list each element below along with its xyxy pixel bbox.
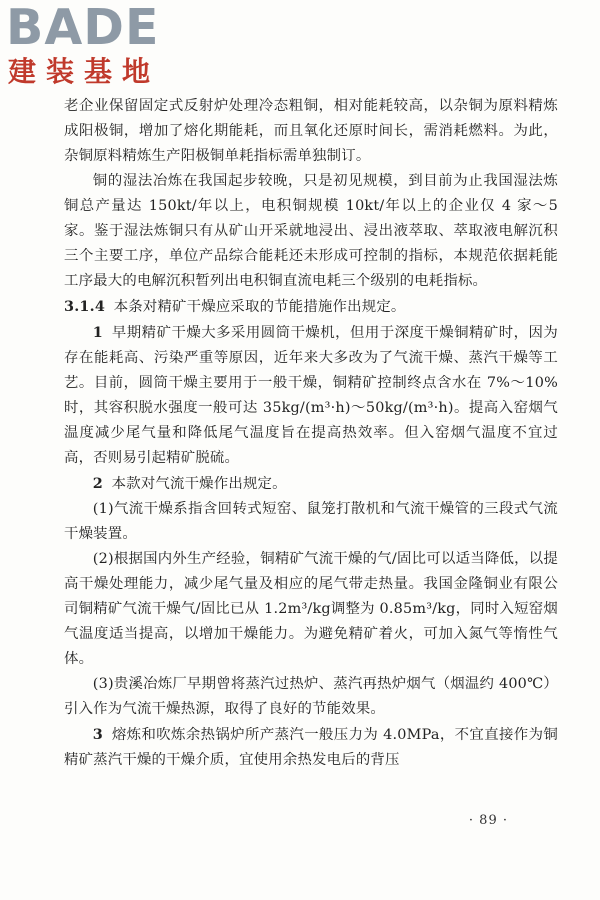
subitem-3: (3)贵溪冶炼厂早期曾将蒸汽过热炉、蒸汽再热炉烟气（烟温约 400℃）引入作为气流干燥热源，取得了良好的节能效果。	[64, 676, 558, 717]
item-3-text: 熔炼和吹炼余热锅炉所产蒸汽一般压力为 4.0MPa，不宜直接作为铜精矿蒸汽干燥的干燥介质，宜使用余热发电后的背压	[64, 727, 558, 768]
subitem-1: (1)气流干燥系指含回转式短窑、鼠笼打散机和气流干燥管的三段式气流干燥装置。	[64, 501, 558, 542]
page-number: · 89 ·	[468, 813, 508, 828]
section-title: 本条对精矿干燥应采取的节能措施作出规定。	[113, 299, 406, 315]
item-2	[64, 471, 558, 497]
section-number: 3.1.4	[64, 298, 106, 315]
section-heading	[64, 294, 558, 320]
item-1-text: 早期精矿干燥大多采用圆筒干燥机，但用于深度干燥铜精矿时，因为存在能耗高、污染严重等原因，近年来大多改为了气流干燥、蒸汽干燥等工艺。目前，圆筒干燥主要用于一般干燥，铜精矿控制终点含水在 7%～10%时，其容积脱水强度一般可达 35kg/(m³·h)～50kg/(m³·h)。提高入窑烟气温度减少尾气量和降低尾气温度旨在提高热效率。但入窑烟气温度不宜过高，否则易引起精矿脱硫。	[64, 325, 558, 466]
paragraph-continued: 老企业保留固定式反射炉处理冷态粗铜，相对能耗较高，以杂铜为原料精炼成阳极铜，增加了熔化期能耗，而且氧化还原时间长，需消耗燃料。为此，杂铜原料精炼生产阳极铜单耗指标需单独制订。	[64, 98, 558, 164]
item-1-number: 1	[92, 324, 104, 341]
item-1	[64, 320, 558, 471]
logo-wordmark: BADE	[6, 0, 160, 56]
item-2-number: 2	[92, 475, 104, 492]
document-body	[64, 94, 558, 773]
item-2-text: 本款对气流干燥作出规定。	[111, 476, 287, 492]
logo-subtitle: 建装基地	[8, 55, 161, 88]
item-3	[64, 722, 558, 773]
subitem-2: (2)根据国内外生产经验，铜精矿气流干燥的气/固比可以适当降低，以提高干燥处理能力，减少尾气量及相应的尾气带走热量。我国金隆铜业有限公司铜精矿气流干燥气/固比已从 1.2m³/kg调整为 0.85m³/kg，同时入短窑烟气温度适当提高，以增加干燥能力。为避免精矿着火，可加入氮气等惰性气体。	[64, 551, 558, 667]
item-3-number: 3	[92, 726, 104, 743]
paragraph-wet-smelting: 铜的湿法冶炼在我国起步较晚，只是初见规模，到目前为止我国湿法炼铜总产量达 150kt/年以上，电积铜规模 10kt/年以上的企业仅 4 家～5 家。鉴于湿法炼铜只有从矿山开采就地浸出、浸出液萃取、萃取液电解沉积三个主要工序，单位产品综合能耗还未形成可控制的指标，本规范依据耗能工序最大的电解沉积暂列出电积铜直流电耗三个级别的电耗指标。	[64, 173, 558, 289]
logo	[6, 2, 178, 92]
